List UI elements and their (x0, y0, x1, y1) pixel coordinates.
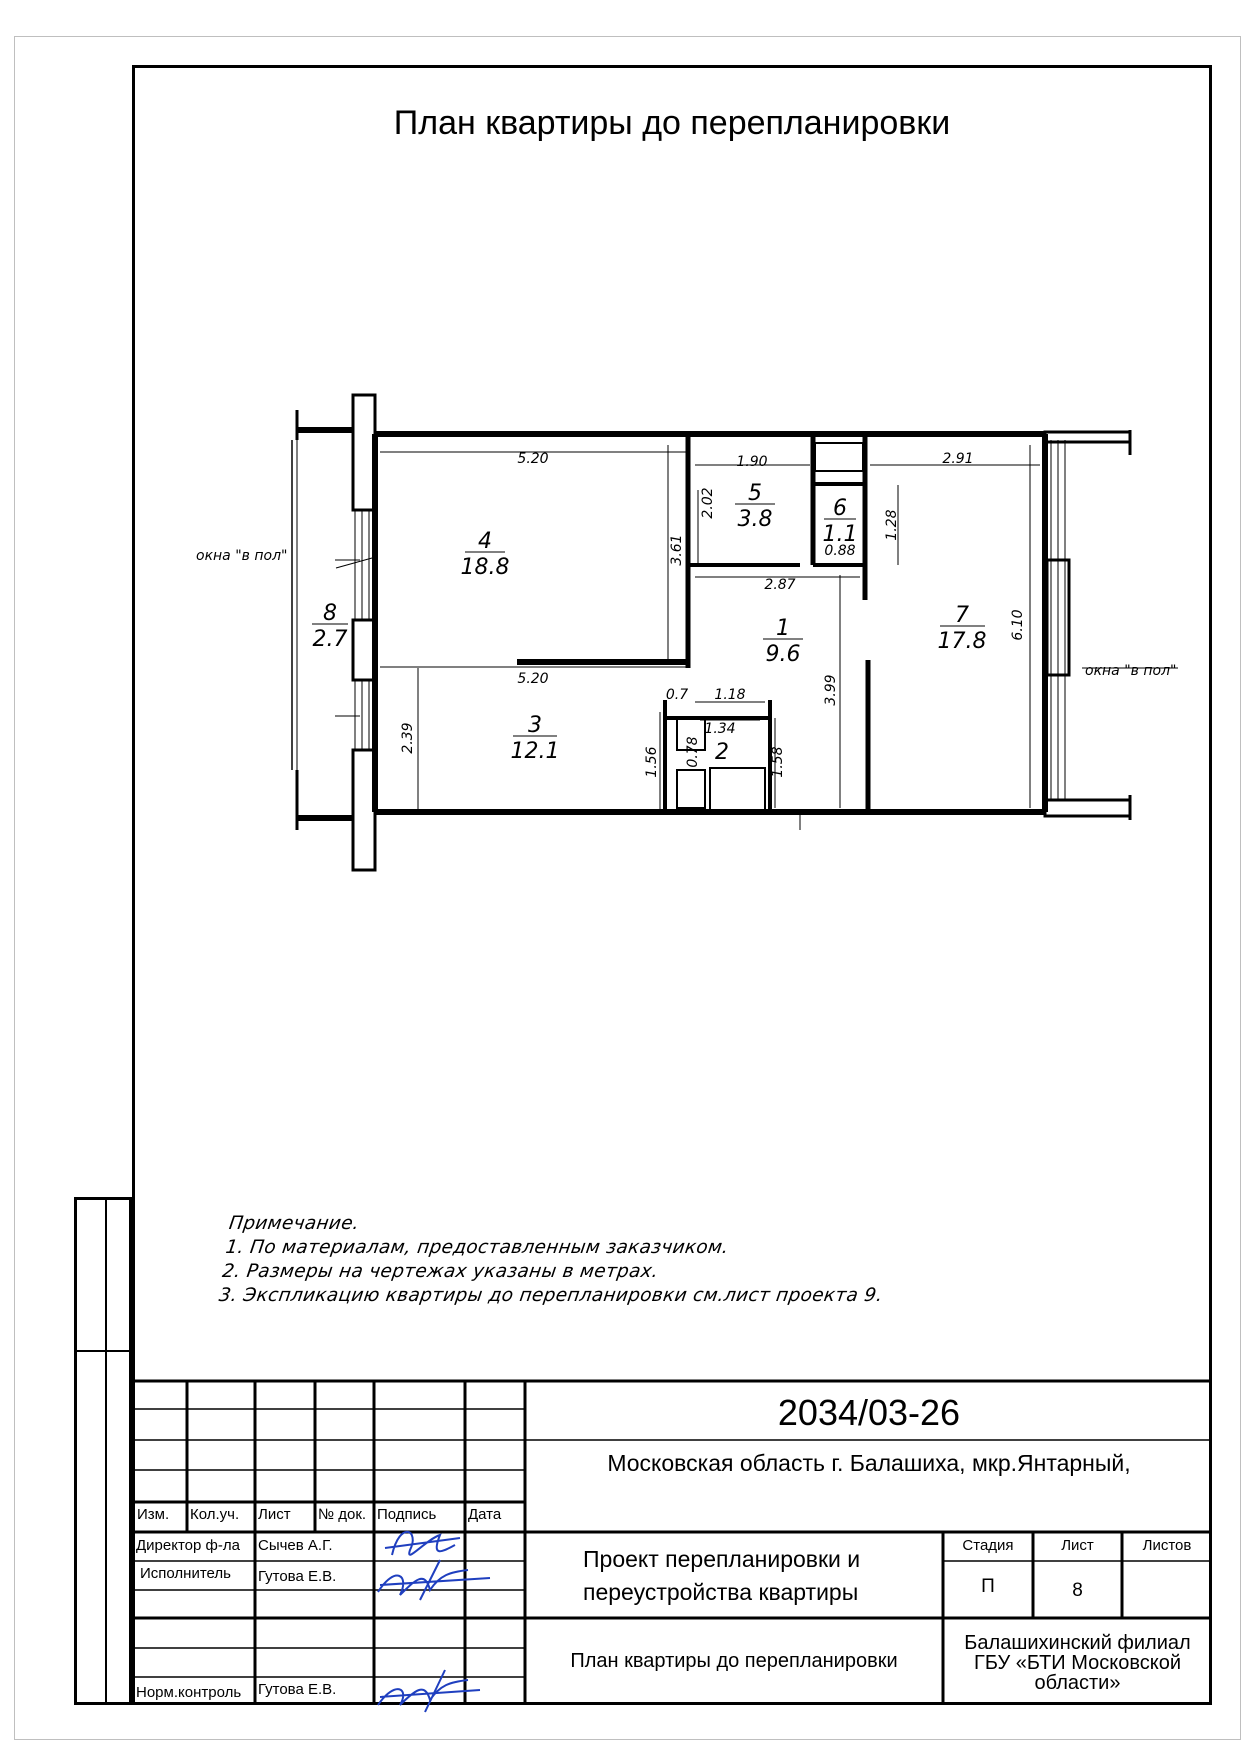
dim-1-34: 1.34 (704, 721, 736, 737)
room-5-number: 5 (748, 481, 762, 506)
loggia-pier-bottom (353, 750, 375, 870)
object-address: Московская область г. Балашиха, мкр.Янтарный, (607, 1450, 1131, 1476)
dim-2-02: 2.02 (700, 487, 716, 519)
name-director: Сычев А.Г. (258, 1537, 333, 1554)
room-3-number: 3 (528, 713, 542, 738)
header-izm: Изм. (137, 1506, 170, 1523)
page-title: План квартиры до перепланировки (393, 104, 951, 142)
dim-1-18: 1.18 (714, 687, 746, 703)
room-6-number: 6 (833, 496, 847, 521)
dim-1-90: 1.90 (736, 454, 768, 470)
sheets-label: Листов (1142, 1537, 1192, 1554)
room-7-area: 17.8 (937, 629, 987, 654)
note-item-2: 2. Размеры на чертежах указаны в метрах. (220, 1261, 660, 1282)
org-line1: Балашихинский филиал (964, 1632, 1191, 1654)
room-2-number: 2 (715, 740, 729, 765)
header-signature: Подпись (377, 1506, 437, 1523)
dim-3-61: 3.61 (669, 534, 685, 566)
room-3-area: 12.1 (510, 739, 560, 764)
room-8-number: 8 (323, 601, 337, 626)
room-1-number: 1 (776, 616, 790, 641)
window-label-left: окна "в пол" (196, 548, 288, 564)
window-label-right: окна "в пол" (1085, 663, 1177, 679)
loggia-pier-mid (353, 620, 375, 680)
room-7-number: 7 (955, 603, 969, 628)
dim-1-56: 1.56 (644, 746, 660, 778)
dim-2-87: 2.87 (764, 577, 796, 593)
header-doc-num: № док. (318, 1506, 367, 1523)
room-6-area: 1.1 (822, 522, 858, 547)
role-norm-control: Норм.контроль (136, 1684, 242, 1701)
header-date: Дата (468, 1506, 502, 1523)
dim-0-78: 0.78 (685, 736, 701, 768)
organization-name (945, 1633, 1210, 1693)
document-code: 2034/03-26 (777, 1392, 961, 1433)
org-line3: области» (1034, 1672, 1121, 1694)
room-4-number: 4 (478, 529, 492, 554)
role-executor: Исполнитель (140, 1565, 231, 1582)
dim-1-28: 1.28 (884, 509, 900, 541)
org-line2: ГБУ «БТИ Московской (973, 1652, 1182, 1674)
dim-5-20-top: 5.20 (517, 451, 549, 467)
dim-0-7: 0.7 (665, 687, 689, 703)
stage-value: П (981, 1576, 995, 1597)
loggia-pier-top (353, 395, 375, 510)
role-director: Директор ф-ла (136, 1537, 240, 1554)
name-norm-control: Гутова Е.В. (258, 1681, 337, 1698)
notes-heading: Примечание. (227, 1213, 361, 1234)
drawing-name: План квартиры до перепланировки (570, 1650, 898, 1672)
dim-6-10: 6.10 (1010, 609, 1026, 641)
dim-0-88: 0.88 (824, 543, 856, 559)
sheet-label: Лист (1061, 1537, 1094, 1554)
dim-3-99: 3.99 (823, 674, 839, 706)
project-name (583, 1543, 860, 1609)
project-name-line2: переустройства квартиры (583, 1579, 859, 1605)
note-item-1: 1. По материалам, предоставленным заказчиком. (224, 1237, 730, 1258)
dim-2-39: 2.39 (400, 722, 416, 754)
room-5-area: 3.8 (737, 507, 773, 532)
project-name-line1: Проект перепланировки и (583, 1546, 861, 1572)
name-executor: Гутова Е.В. (258, 1568, 337, 1585)
header-kol-uch: Кол.уч. (190, 1506, 240, 1523)
dim-2-91: 2.91 (942, 451, 974, 467)
stage-label: Стадия (962, 1537, 1014, 1554)
header-list: Лист (258, 1506, 291, 1523)
note-item-3: 3. Экспликацию квартиры до перепланировки см.лист проекта 9. (217, 1285, 885, 1306)
room-8-area: 2.7 (312, 627, 348, 652)
dim-5-20-mid: 5.20 (517, 671, 549, 687)
room-1-area: 9.6 (765, 642, 801, 667)
notes-block (217, 1212, 894, 1308)
dim-1-58: 1.58 (770, 746, 786, 778)
signature-marks (378, 1532, 490, 1712)
room-4-area: 18.8 (460, 555, 510, 580)
sheet-value: 8 (1072, 1580, 1083, 1601)
